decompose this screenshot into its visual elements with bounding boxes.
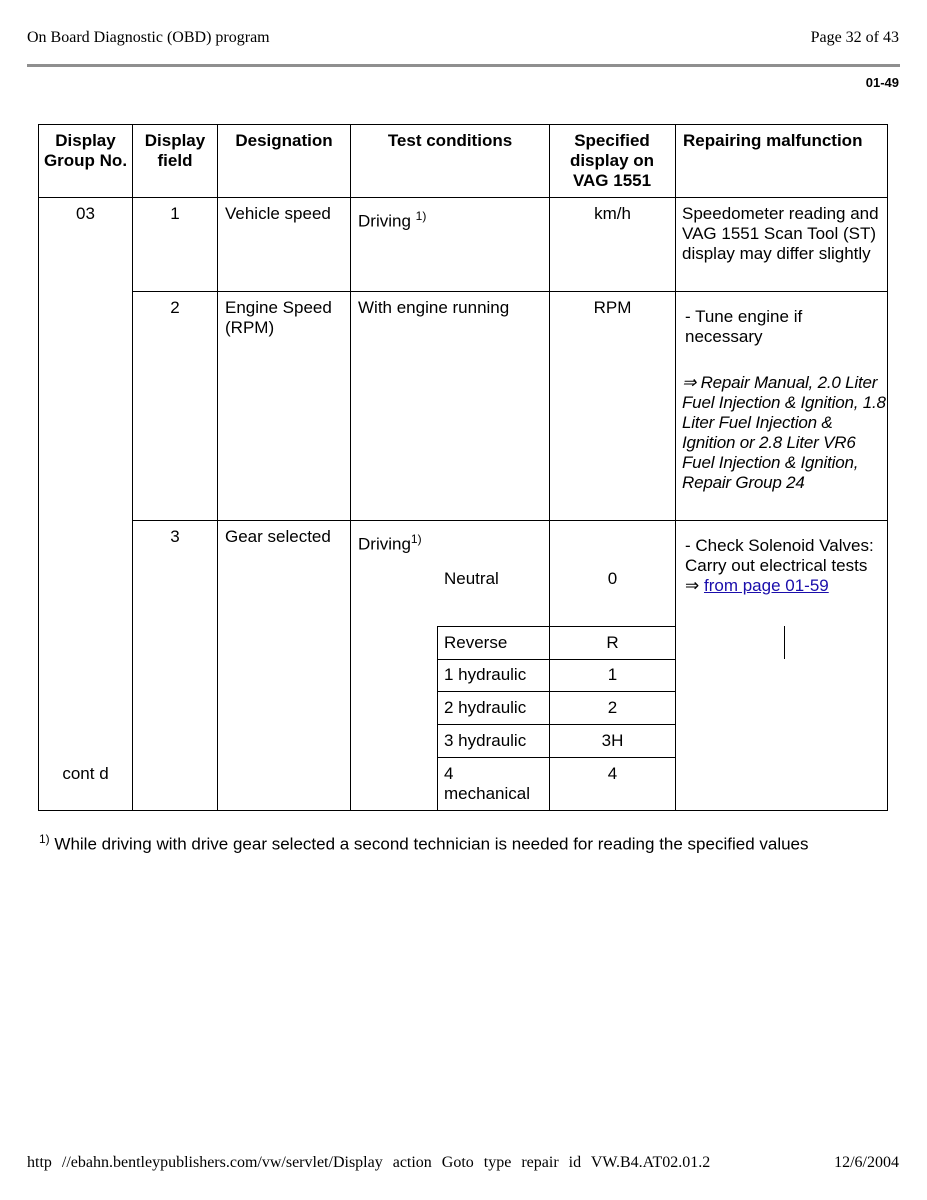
footnote: $^{1)}$ While driving with drive gear selected a second technician is needed for reading the specified values xyxy=(39,832,809,854)
gear-name: 2 hydraulic xyxy=(444,698,527,717)
repair-1: Speedometer reading and VAG 1551 Scan Tool (ST) display may differ slightly xyxy=(682,204,879,263)
col-divider xyxy=(675,124,676,811)
gear-display: 2 xyxy=(607,698,618,717)
gear-row-divider xyxy=(437,724,676,725)
header-designation: Designation xyxy=(235,131,333,150)
header-display-field: Display field xyxy=(144,131,206,170)
header-rule xyxy=(27,64,900,67)
test-condition-3: Driving$^{1)}$ xyxy=(358,532,422,554)
footer-date: 12/6/2004 xyxy=(834,1154,899,1171)
display-field-1: 1 xyxy=(170,204,180,223)
repair-manual-reference: ⇒ Repair Manual, 2.0 Liter Fuel Injection & Ignition, 1.8 Liter Fuel Injection & Ignition or 2.8 Liter VR6 Fuel Injection & Ignition, Repair Group 24 xyxy=(682,373,886,492)
table-border-right xyxy=(887,124,888,811)
col-divider xyxy=(350,124,351,811)
gear-row-divider xyxy=(437,691,676,692)
col-divider xyxy=(132,124,133,811)
gear-display: 1 xyxy=(607,665,618,684)
designation-1: Vehicle speed xyxy=(225,204,331,223)
specified-display-2: RPM xyxy=(593,298,632,317)
gear-name: Neutral xyxy=(444,569,499,588)
gear-name: 1 hydraulic xyxy=(444,665,527,684)
header-row-divider xyxy=(38,197,888,198)
gear-display: 0 xyxy=(607,569,618,588)
gear-display: R xyxy=(606,633,619,652)
row-divider xyxy=(132,520,888,521)
repair-3: - Check Solenoid Valves: Carry out electrical tests ⇒ from page 01-59 xyxy=(685,536,874,595)
row-divider xyxy=(132,291,888,292)
table-border-top xyxy=(38,124,888,125)
obd-display-table xyxy=(38,124,888,811)
header-repairing-malfunction: Repairing malfunction xyxy=(683,131,863,150)
section-code: 01-49 xyxy=(865,75,899,90)
table-border-bottom xyxy=(38,810,888,811)
gear-subcol-divider xyxy=(437,626,438,811)
designation-3: Gear selected xyxy=(225,527,331,546)
display-group-continued: cont d xyxy=(62,764,109,783)
display-field-2: 2 xyxy=(170,298,180,317)
document-title: On Board Diagnostic (OBD) program xyxy=(27,29,270,46)
margin-mark xyxy=(784,626,785,659)
header-display-group: Display Group No. xyxy=(43,131,128,170)
display-group-number: 03 xyxy=(76,204,95,223)
from-page-link[interactable]: from page 01-59 xyxy=(703,576,829,595)
designation-2: Engine Speed (RPM) xyxy=(225,298,332,337)
header-specified-display: Specified display on VAG 1551 xyxy=(569,131,655,190)
gear-row-divider xyxy=(437,659,676,660)
test-condition-2: With engine running xyxy=(358,298,510,317)
footer-url: http //ebahn.bentleypublishers.com/vw/servlet/Display action Goto type repair id VW.B4.AT02.01.2 xyxy=(27,1154,711,1171)
table-border-left xyxy=(38,124,39,811)
test-condition-1: Driving $^{1)}$ xyxy=(358,209,427,231)
col-divider xyxy=(217,124,218,811)
gear-row-divider xyxy=(437,757,676,758)
gear-row-divider xyxy=(437,626,676,627)
gear-display: 3H xyxy=(601,731,624,750)
header-test-conditions: Test conditions xyxy=(387,131,513,150)
gear-display: 4 xyxy=(607,764,618,783)
specified-display-1: km/h xyxy=(594,204,631,223)
gear-name: 3 hydraulic xyxy=(444,731,527,750)
display-field-3: 3 xyxy=(170,527,180,546)
gear-name: Reverse xyxy=(444,633,508,652)
gear-name: 4 mechanical xyxy=(444,764,530,803)
page-number: Page 32 of 43 xyxy=(810,29,899,46)
repair-2: - Tune engine if necessary xyxy=(685,307,803,346)
